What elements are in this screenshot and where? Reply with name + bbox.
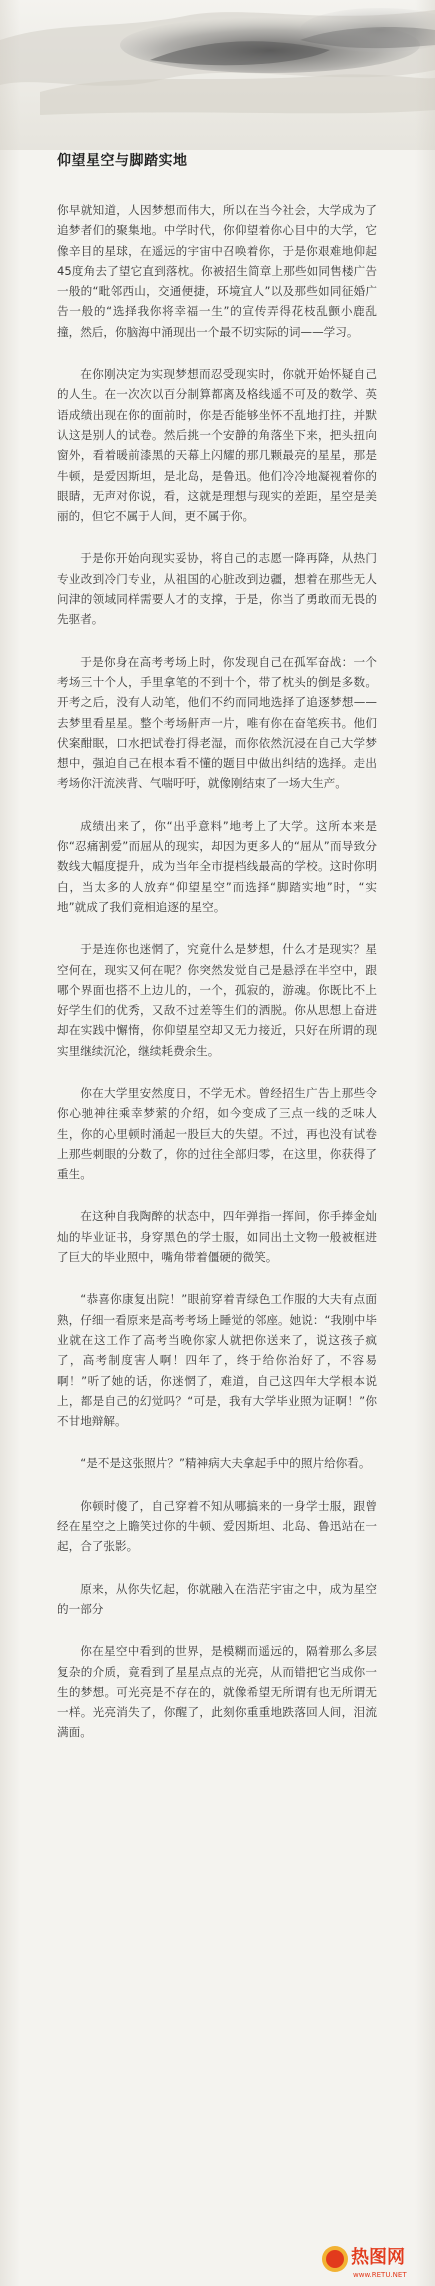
left-decorative-strip [0,0,20,2286]
paragraph: 于是你身在高考考场上时，你发现自己在孤军奋战：一个考场三十个人，手里拿笔的不到十个，带了枕头的倒是多数。开考之后，没有人动笔，他们不约而同地选择了追逐梦想——去梦里看星星。整个考场鼾声一片，唯有你在奋笔疾书。他们伏案酣眠，口水把试卷打得老湿，而你依然沉浸在自己大学梦想中，强迫自己在根本看不懂的题目中做出纠结的选择。走出考场你汗流浃背、气喘吁吁，就像刚结束了一场大生产。 [57,654,377,791]
ink-wash-mountain-banner [0,0,435,150]
site-logo-watermark [321,2237,431,2281]
paragraph: 你在星空中看到的世界，是模糊而遥远的，隔着那么多层复杂的介质，竟看到了星星点点的光亮，从而错把它当成你一生的梦想。可光亮是不存在的，就像希望无所谓有也无所谓无一样。光亮消失了，你醒了，此刻你重重地跌落回人间，泪流满面。 [57,1644,377,1740]
paragraph: 你顿时傻了，自己穿着不知从哪搞来的一身学士服，跟曾经在星空之上瞻笑过你的牛顿、爱因斯坦、北岛、鲁迅站在一起，合了张影。 [57,1498,377,1554]
logo-text: 热图网 [351,2247,405,2268]
paragraph: “恭喜你康复出院！”眼前穿着青绿色工作服的大夫有点面熟，仔细一看原来是高考考场上睡觉的邻座。她说：“我刚中毕业就在这工作了高考当晚你家人就把你送来了，说这孩子疯了，高考制度害人啊！四年了，终于给你治好了，不容易啊！”听了她的话，你迷惘了，难道，自己这四年大学根本说上，都是自己的幻觉吗？“可是，我有大学毕业照为证啊！”你不甘地辩解。 [57,1292,377,1429]
paragraph: 于是连你也迷惘了，究竟什么是梦想，什么才是现实？星空何在，现实又何在呢？你突然发觉自己是悬浮在半空中，跟哪个界面也搭不上边儿的，一个，孤寂的，游魂。你既比不上好学生们的优秀，又敌不过差等生们的洒脱。你从思想上奋进却在实践中懈惰，你仰望星空却又无力接近，只好在所谓的现实里继续沉沦，继续耗费余生。 [57,942,377,1058]
paragraph: “是不是这张照片？”精神病大夫拿起手中的照片给你看。 [80,1456,371,1471]
right-decorative-strip [415,0,435,2286]
article-title: 仰望星空与脚踏实地 [57,153,188,169]
paragraph: 原来，从你失忆起，你就融入在浩茫宇宙之中，成为星空的一部分 [57,1581,377,1616]
article [57,150,377,1765]
paragraph: 于是你开始向现实妥协，将自己的志愿一降再降，从热门专业改到冷门专业，从祖国的心脏改到边疆，想着在那些无人问津的领域同样需要人才的支撑，于是，你当了勇敢而无畏的先驱者。 [57,551,377,627]
paragraph: 你早就知道，人因梦想而伟大，所以在当今社会，大学成为了追梦者们的聚集地。中学时代，你仰望着你心目中的大学，它像辛目的星球，在遥远的宇宙中召唤着你，于是你艰难地仰起45度角去了望它直到落枕。你被招生简章上那些如同售楼广告一般的“毗邻西山，交通便捷，环境宜人”以及那些如同征婚广告一般的“选择我你将幸福一生”的宣传弄得花枝乱颤小鹿乱撞，然后，你脑海中涌现出一个最不切实际的词——学习。 [57,203,377,339]
paragraph: 你在大学里安然度日，不学无术。曾经招生广告上那些令你心驰神往乘幸梦萦的介绍，如今变成了三点一线的乏味人生，你的心里顿时涌起一股巨大的失望。不过，再也没有试卷上那些刺眼的分数了，你的过往全部归零，在这里，你获得了重生。 [57,1085,377,1182]
paragraph: 在你刚决定为实现梦想而忍受现实时，你就开始怀疑自己的人生。在一次次以百分制算都离及格线遥不可及的数学、英语成绩出现在你的面前时，你是否能够坐怀不乱地打拄，并默认这是别人的试卷。然后挑一个安静的角落坐下来，把头扭向窗外，看着暖前漆黑的天幕上闪耀的那几颗最亮的星星，那是牛顿，是爱因斯坦，是北岛，是鲁迅。他们冷冷地凝视着你的眼睛，无声对你说，看，这就是理想与现实的差距，星空是美丽的，但它不属于人间，更不属于你。 [57,367,377,524]
logo-url-text: www.RETU.NET [353,2271,407,2279]
paragraph: 在这种自我陶醉的状态中，四年弹指一挥间，你手捧金灿灿的毕业证书，身穿黑色的学士服，如同出土文物一般被框进了巨大的毕业照中，嘴角带着僵硬的微笑。 [57,1209,377,1265]
paragraph: 成绩出来了，你“出乎意料”地考上了大学。这所本来是你“忍痛割爱”而屈从的现实，却因为更多人的“屈从”而导致分数线大幅度提升，成为当年全市提档线最高的学校。这时你明白，当太多的人放弃“仰望星空”而选择“脚踏实地”时，“实地”就成了我们竟相追逐的星空。 [57,818,377,914]
